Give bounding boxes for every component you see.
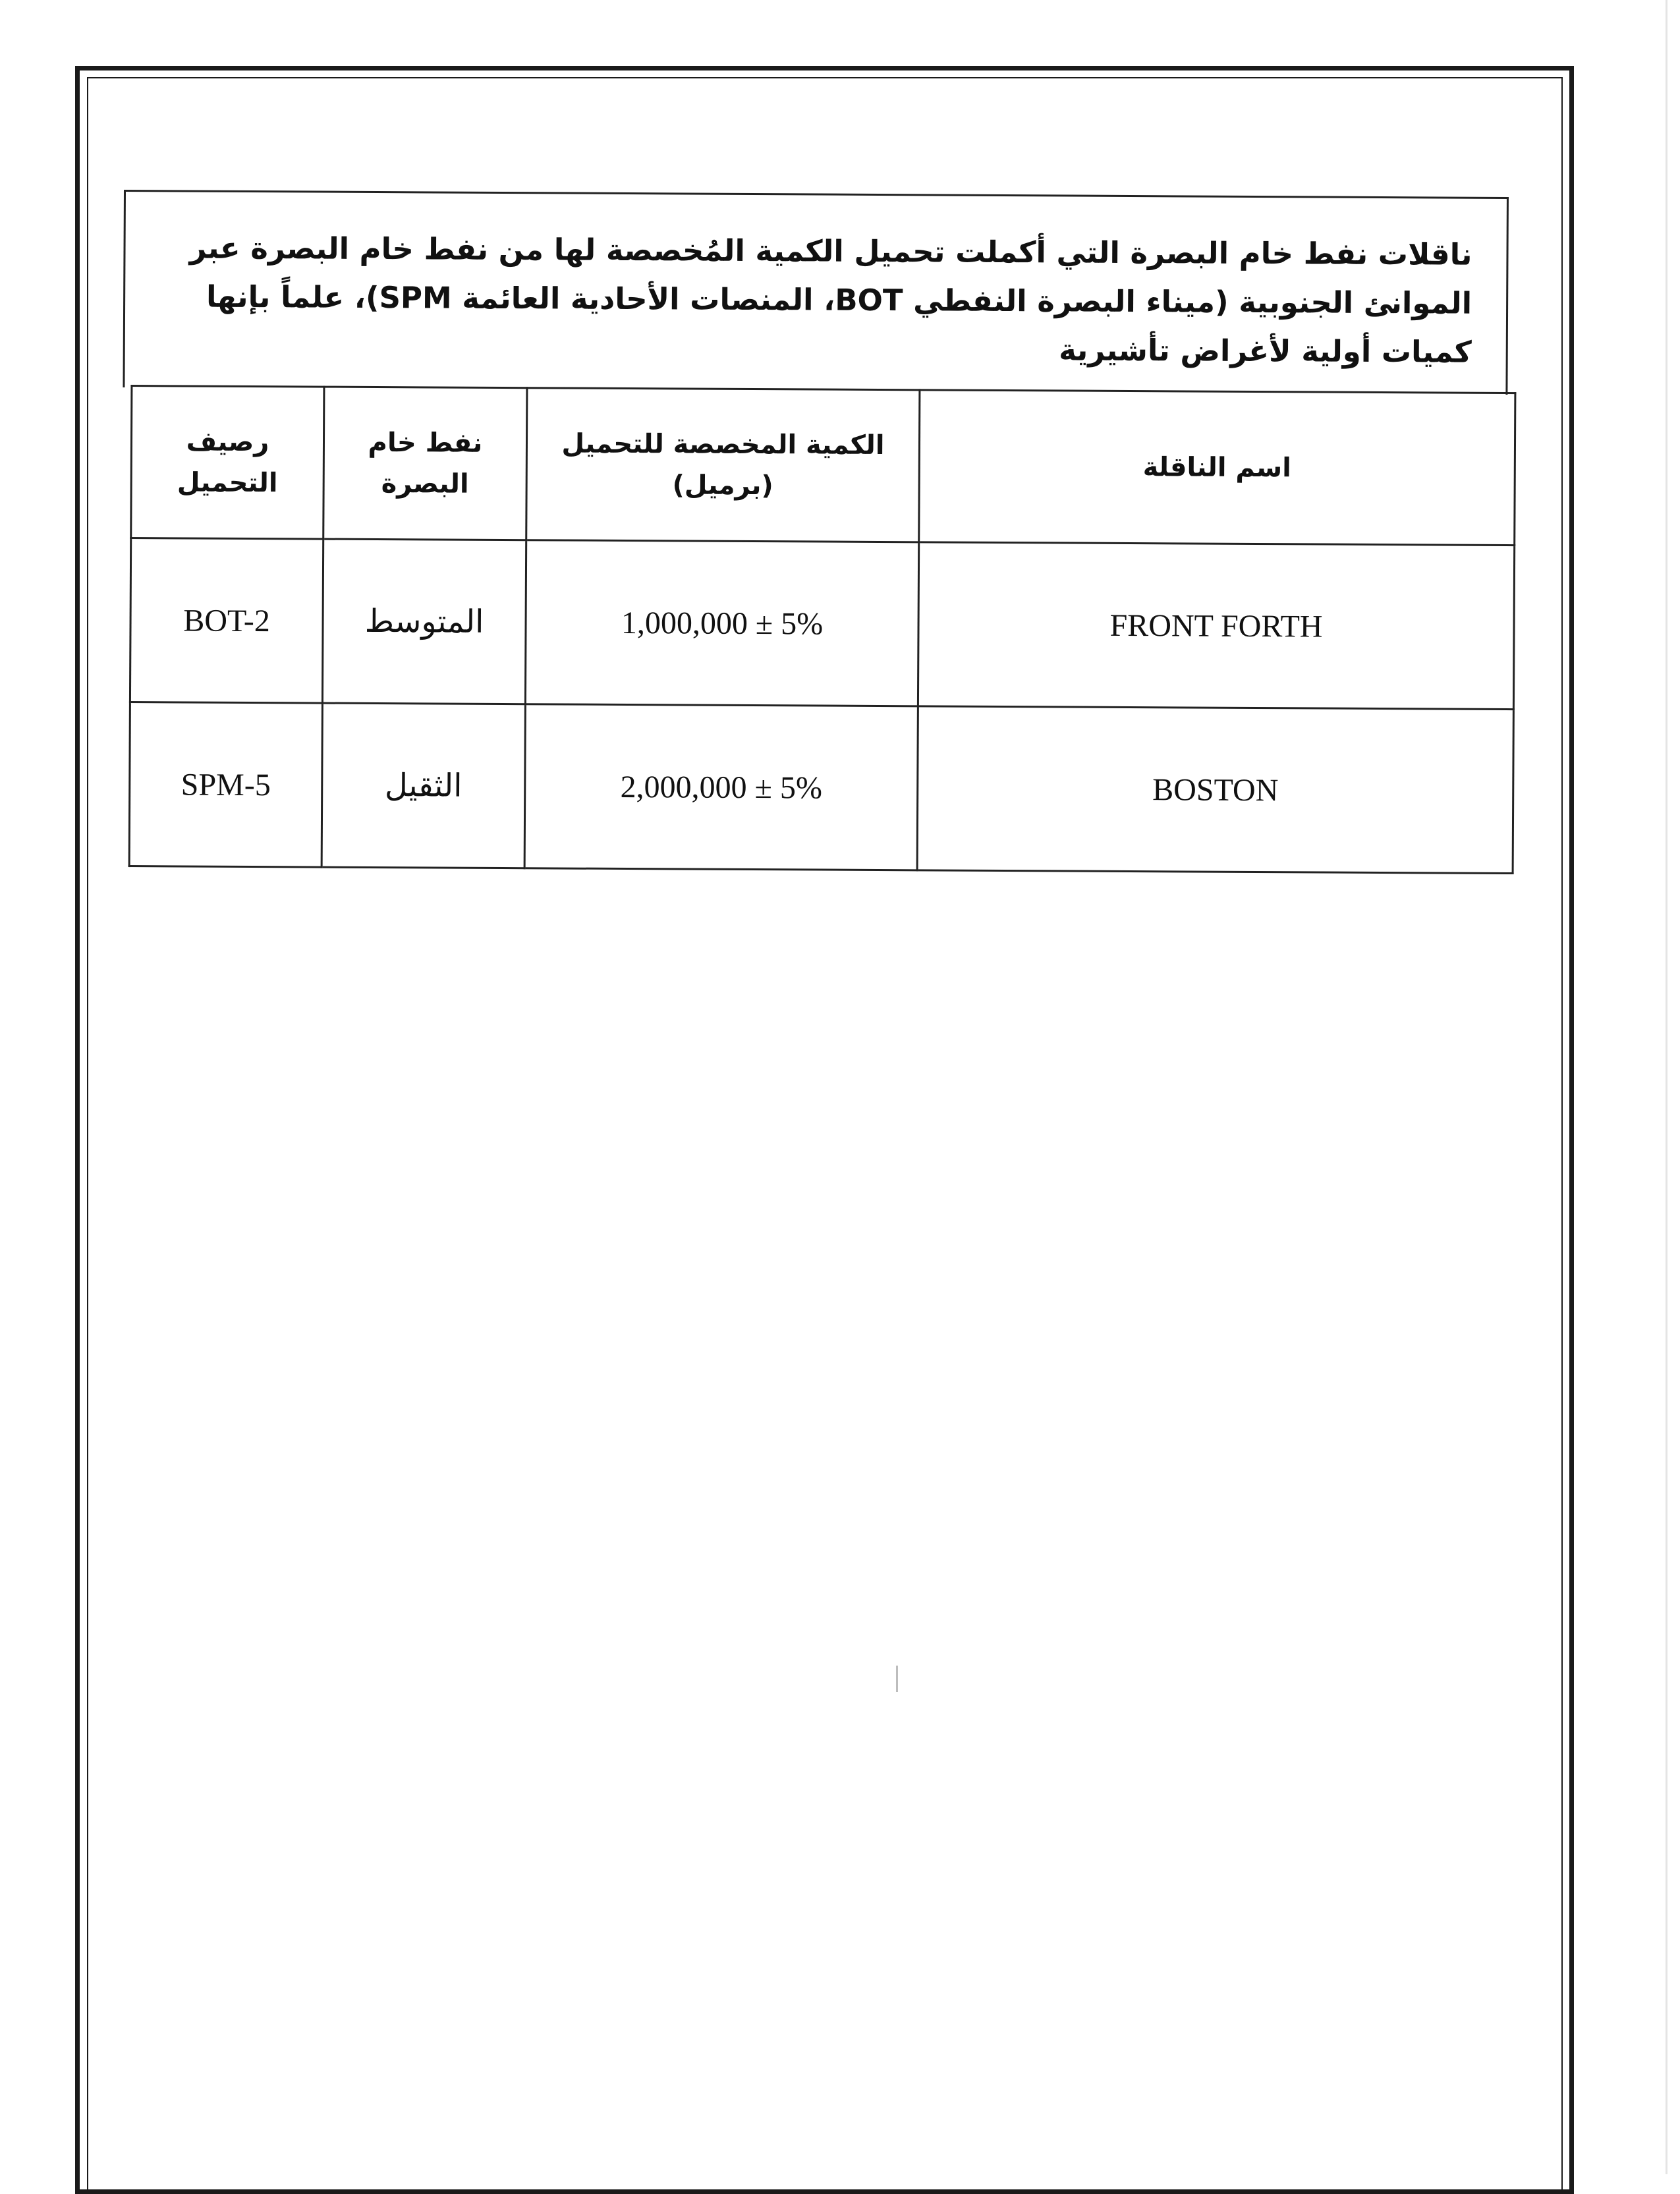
crude-type-cell: الثقيل — [322, 703, 525, 868]
crude-type-cell: المتوسط — [322, 539, 526, 704]
quantity-cell: 2,000,000 ± 5% — [524, 704, 918, 870]
vessel-table — [128, 385, 1517, 874]
vessel-name-cell: BOSTON — [917, 706, 1513, 874]
scan-artifact-mark — [896, 1666, 898, 1692]
header-vessel-name: اسم الناقلة — [919, 390, 1515, 546]
header-loading-berth: رصيف التحميل — [131, 386, 324, 540]
berth-cell: SPM-5 — [129, 702, 322, 868]
vessel-name-cell: FRONT FORTH — [918, 542, 1514, 710]
page-edge — [1666, 0, 1667, 2174]
table-header-row — [131, 386, 1515, 546]
header-crude-type: نفط خام البصرة — [323, 387, 527, 540]
table-row — [130, 538, 1514, 710]
berth-cell: BOT-2 — [130, 538, 323, 704]
header-quantity: الكمية المخصصة للتحميل (برميل) — [526, 388, 920, 542]
table-row — [129, 702, 1513, 874]
quantity-cell: 1,000,000 ± 5% — [525, 540, 918, 706]
table-title: ناقلات نفط خام البصرة التي أكملت تحميل الكمية المُخصصة لها من نفط خام البصرة عبر الموانئ الجنوبية (ميناء البصرة النفطي BOT، المنصات الأحادية العائمة SPM)، علماً بإنها كميات أولية لأغراض تأشيرية — [123, 190, 1509, 395]
vessel-table-container — [121, 190, 1519, 874]
